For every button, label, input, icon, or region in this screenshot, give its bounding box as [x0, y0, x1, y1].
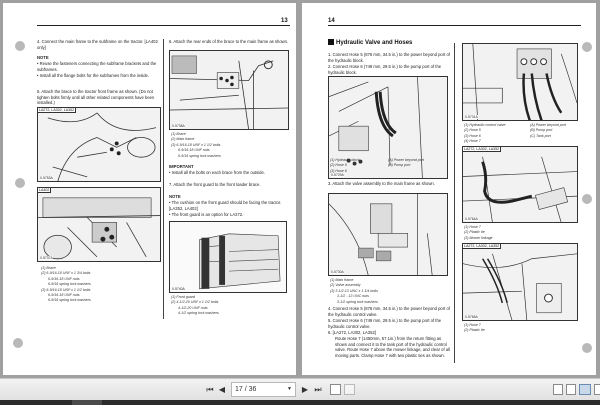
note-item: • The cushion on the front guard should be facing the tractor. [LA352, LA402]	[169, 200, 282, 211]
figure-valve-assembly	[328, 193, 448, 276]
tractor-frame-illustration	[38, 108, 160, 182]
tractor-frame-illustration	[38, 188, 160, 262]
next-page-button[interactable]	[300, 384, 310, 396]
figure-brace-la402	[37, 187, 161, 262]
skip-last-icon: ⏭	[314, 385, 322, 394]
figure-captions: (1) Hydraulic block (2) Hose 5 (3) Hose 6	[330, 158, 360, 173]
figure-captions: (1) Brace (2) Main frame (3) 6-9/16-18 UNF x 1 1/2 bolts 6-9/16-18 UNF nuts 6-9/16 spring lock washers	[171, 132, 221, 158]
page-number: 14	[328, 18, 335, 24]
binder-hole	[15, 178, 25, 188]
column-divider	[454, 43, 455, 363]
figure-captions: (1) Hose 7 (2) Plastic tie	[464, 323, 485, 333]
two-page-view-button[interactable]	[579, 384, 591, 395]
figure-code: 0-5729A	[331, 173, 344, 177]
chevron-down-icon: ▼	[287, 386, 292, 392]
figure-code: 0-5738A	[172, 124, 185, 128]
step-3: 3. Attach the valve assembly to the main frame as shown.	[328, 181, 435, 186]
figure-brace-front	[37, 107, 161, 182]
binder-hole	[582, 194, 592, 204]
page-number-select[interactable]: 17 / 36 ▼	[231, 382, 296, 397]
figure-label: LA272, LA302, LA352	[464, 147, 500, 151]
figure-captions: (1) Front guard (2) 4-1/2-20 UNF x 1 1/2 bolts 4-1/2-20 UNF nuts 4-1/2 spring lock washers	[171, 295, 219, 316]
taskbar-strip	[0, 400, 600, 405]
viewer-toolbar	[0, 378, 600, 400]
important-item: • Install all the bolts on each brace from the outside.	[169, 170, 265, 175]
header-rule	[328, 25, 581, 26]
section-marker-icon	[328, 39, 334, 45]
figure-captions: (1) Main frame (2) Valve assembly (3) 3-1/2-13 UNC x 1 1/4 bolts 3-1/2 - 13 UNC nuts 3-1/2 spring lock washers	[330, 278, 378, 304]
note-item: • Install all the flange bolts for the subframes from the inside.	[37, 73, 150, 78]
figure-code: 0-5730A	[331, 270, 344, 274]
header-rule	[37, 25, 290, 26]
step-6-body: Route Hose 7 (1450mm, 57.1in.) from the return fitting as shown and connect it to the tank port of the hydraulic control valve. Route Hose 7 above the mower linkage, and clear of all moving parts. Clamp Hose 7 with two plastic ties as shown.	[335, 336, 450, 358]
page-14	[302, 3, 596, 375]
figure-captions: (1) Hydraulic control valve (2) Hose 5 (3) Hose 6 (4) Hose 7	[464, 123, 506, 144]
figure-brace-rear	[169, 50, 289, 130]
important-title: IMPORTANT	[169, 164, 194, 169]
figure-label: LA402	[39, 188, 50, 192]
figure-label: LA272, LA302, LA352	[464, 244, 500, 248]
valve-assembly-illustration	[329, 194, 447, 276]
figure-captions: (1) Brace (2) 6-9/16-18 UNF x 1 3/4 bolts 6-9/16-18 UNF nuts 6-9/16 spring lock washers (3) 6-9/16-18 UNF x 1 1/2 bolts 6-9/16-18 UNF nuts 6-9/16 spring lock washers	[41, 266, 91, 303]
next-icon: ▶	[301, 385, 309, 394]
figure-captions: (1) Hose 7 (2) Plastic tie (3) Mower linkage	[464, 225, 493, 240]
figure-label: LA272, LA302, LA352	[39, 108, 75, 112]
note-item: • The front guard is an option for LA272.	[169, 212, 244, 217]
note-title: NOTE	[169, 194, 181, 199]
figure-code: 0-5764A	[465, 217, 478, 221]
step-6: 6. Attach the rear ends of the brace to the main frame as shown.	[169, 39, 289, 44]
hose-routing-illustration	[463, 147, 577, 223]
front-guard-illustration	[170, 222, 286, 293]
single-page-view-button[interactable]	[553, 384, 563, 395]
figure-hose-7-routing	[462, 146, 578, 223]
binder-hole	[15, 41, 25, 51]
first-page-button[interactable]	[205, 384, 215, 396]
column-divider	[163, 39, 164, 319]
binder-hole	[582, 343, 592, 353]
binder-hole	[13, 338, 23, 348]
figure-captions: (A) Power beyond port (B) Pump port (C) Tank port	[530, 123, 566, 138]
figure-control-valve	[462, 43, 578, 121]
page-number: 13	[281, 18, 288, 24]
step-7: 7. Attach the front guard to the front loader brace.	[169, 182, 261, 187]
step-5: 5. Attach the brace to the tractor front frame as shown. (Do not tighten bolts firmly until all other related components have been installed.)	[37, 89, 155, 106]
step-4: 4. Connect Hose 5 (876 mm, 34.5 in.) to the power beyond port of the hydraulic control valve.	[328, 306, 450, 317]
figure-code: 0-5753A	[40, 176, 53, 180]
figure-code: 0-5740A	[172, 287, 185, 291]
step-5: 5. Connect Hose 6 (749 mm, 29.5 in.) to the pump port of the hydraulic control valve.	[328, 318, 442, 329]
figure-code: 0-5737A	[40, 256, 53, 260]
main-frame-illustration	[170, 51, 288, 130]
binder-hole	[582, 42, 592, 52]
taskbar-tab[interactable]	[72, 400, 102, 405]
copy-page-button[interactable]	[330, 384, 341, 395]
control-valve-illustration	[463, 44, 577, 121]
page-13	[3, 3, 296, 375]
plastic-tie-illustration	[463, 244, 577, 321]
paste-page-button[interactable]	[344, 384, 355, 395]
note-title: NOTE	[37, 55, 49, 60]
two-page-continuous-view-button[interactable]	[594, 384, 600, 395]
figure-front-guard	[169, 221, 287, 293]
last-page-button[interactable]	[312, 384, 324, 396]
figure-captions: (A) Power beyond port (B) Pump port	[388, 158, 424, 168]
note-item: • Reuse the fasteners connecting the subframe brackets and the subframes.	[37, 61, 157, 72]
previous-page-button[interactable]	[217, 384, 227, 396]
figure-code: 0-5731A	[465, 115, 478, 119]
skip-first-icon: ⏮	[206, 385, 214, 394]
figure-code: 0-5765A	[465, 315, 478, 319]
step-2: 2. Connect Hose 6 (749 mm, 29.5 in.) to the pump port of the hydraulic block.	[328, 64, 442, 75]
figure-plastic-ties	[462, 243, 578, 321]
prev-icon: ◀	[218, 385, 226, 394]
step-6: 6. [LA272, LA302, LA352]	[328, 330, 376, 335]
section-heading: Hydraulic Valve and Hoses	[328, 39, 412, 46]
step-1: 1. Connect Hose 5 (876 mm, 34.5 in.) to the power beyond port of the hydraulic block.	[328, 52, 450, 63]
step-4: 4. Connect the main frame to the subframe on the tractor. [LA402 only]	[37, 39, 158, 50]
continuous-view-button[interactable]	[566, 384, 576, 395]
